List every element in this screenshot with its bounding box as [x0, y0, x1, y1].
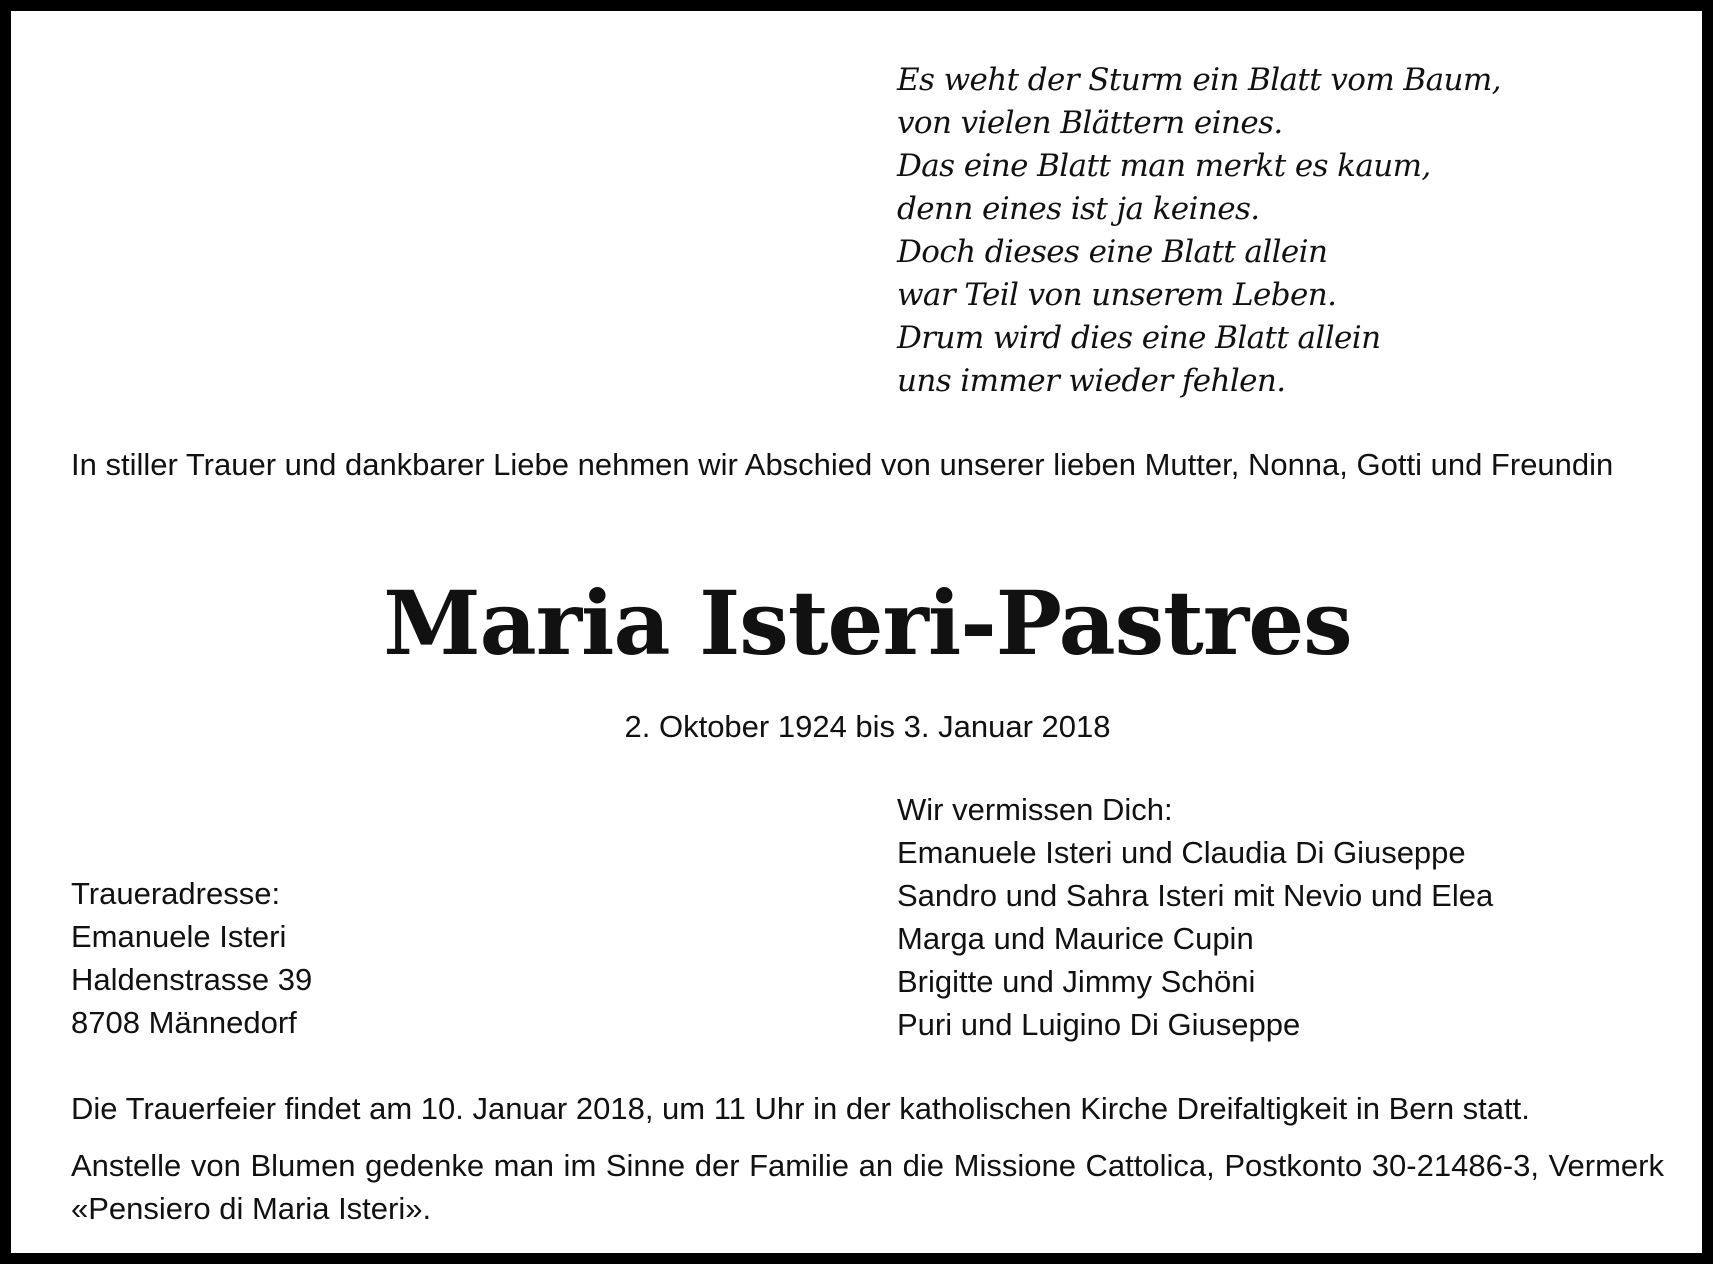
intro-text: In stiller Trauer und dankbarer Liebe nehmen wir Abschied von unserer lieben Mutter, Nonna, Gotti und Freundin: [71, 447, 1614, 482]
life-dates: 2. Oktober 1924 bis 3. Januar 2018: [624, 709, 1111, 744]
poem-line: Doch dieses eine Blatt allein: [897, 234, 1328, 270]
family-line: Wir vermissen Dich:: [897, 792, 1173, 827]
poem-line: denn eines ist ja keines.: [897, 191, 1260, 227]
family-line: Emanuele Isteri und Claudia Di Giuseppe: [897, 835, 1466, 870]
poem-line: Das eine Blatt man merkt es kaum,: [897, 148, 1431, 184]
poem-line: von vielen Blättern eines.: [897, 105, 1283, 141]
address-line: Emanuele Isteri: [71, 919, 287, 954]
deceased-name: Maria Isteri-Pastres: [383, 571, 1352, 675]
family-line: Marga und Maurice Cupin: [897, 921, 1254, 956]
family-list: [897, 788, 1493, 1046]
address-line: 8708 Männedorf: [71, 1005, 297, 1040]
family-line: Brigitte und Jimmy Schöni: [897, 964, 1256, 999]
address-line: Haldenstrasse 39: [71, 962, 313, 997]
family-line: Puri und Luigino Di Giuseppe: [897, 1007, 1301, 1042]
ceremony-text: Die Trauerfeier findet am 10. Januar 2018, um 11 Uhr in der katholischen Kirche Dreifaltigkeit in Bern statt.: [71, 1091, 1530, 1126]
poem-line: Drum wird dies eine Blatt allein: [897, 320, 1381, 356]
family-line: Sandro und Sahra Isteri mit Nevio und Elea: [897, 878, 1494, 913]
poem-line: Es weht der Sturm ein Blatt vom Baum,: [897, 62, 1501, 98]
donation-text: Anstelle von Blumen gedenke man im Sinne der Familie an die Missione Cattolica, Postkonto 30-21486-3, Vermerk «Pensiero di Maria Isteri».: [71, 1148, 1664, 1226]
poem-line: uns immer wieder fehlen.: [897, 363, 1286, 399]
address-line: Traueradresse:: [71, 876, 281, 911]
poem: [897, 59, 1501, 403]
mourning-address: [71, 872, 312, 1044]
poem-line: war Teil von unserem Leben.: [897, 277, 1337, 313]
